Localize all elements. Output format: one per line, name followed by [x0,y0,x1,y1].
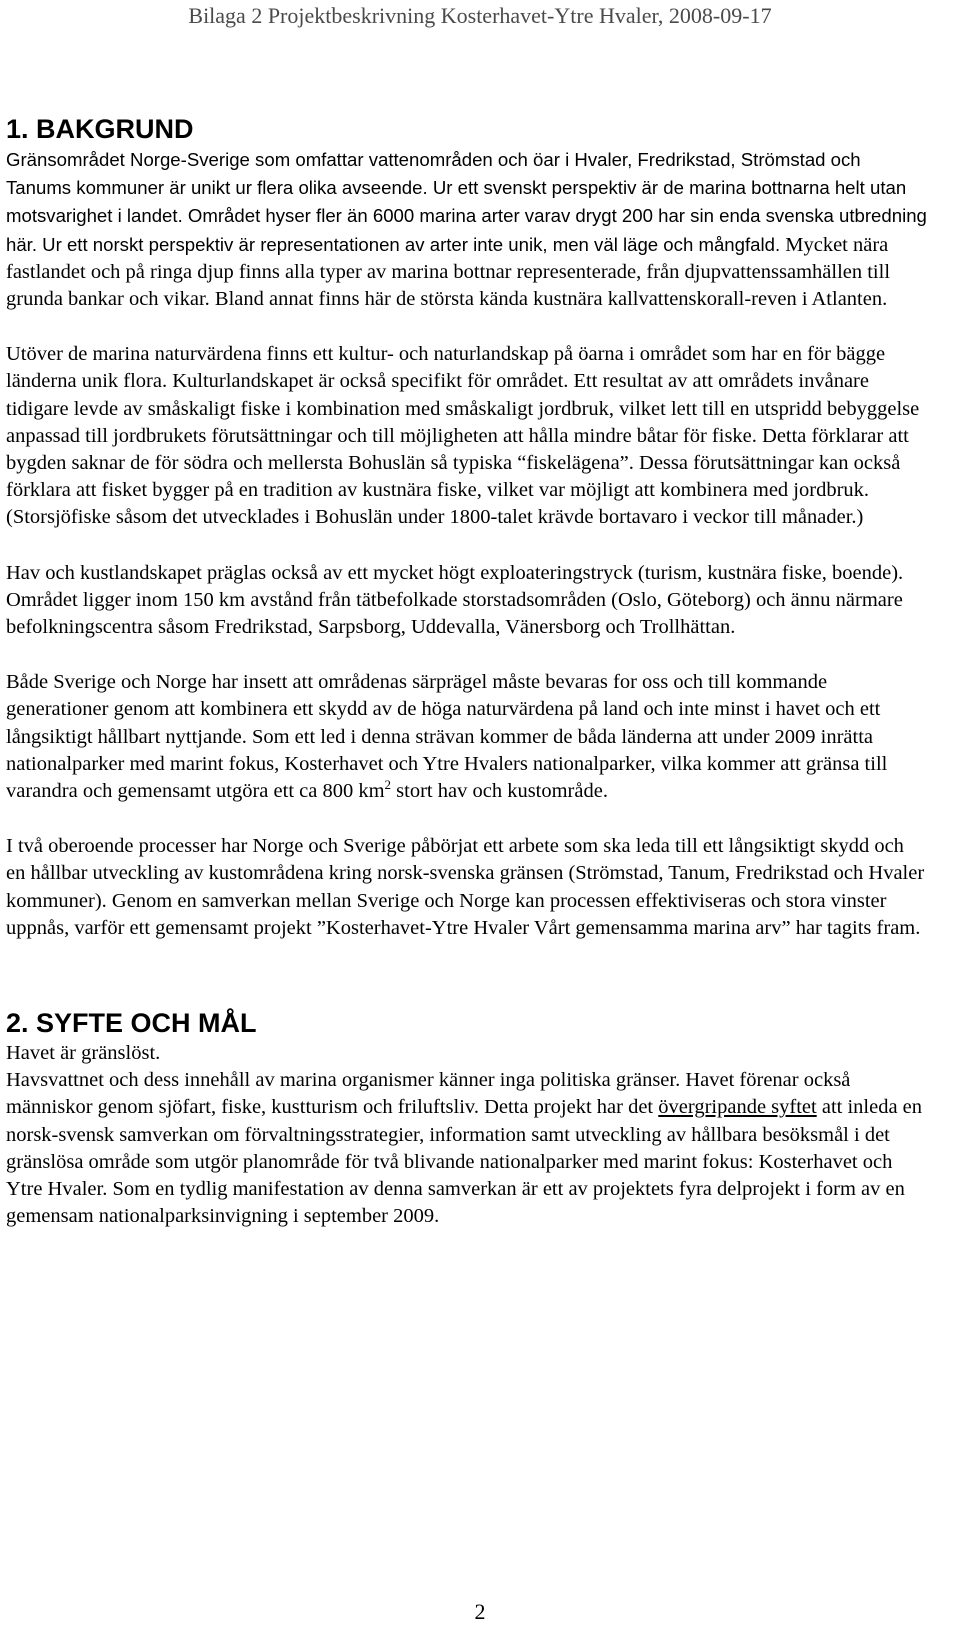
national-parks-text-end: stort hav och kustområde. [391,780,608,803]
national-parks-text: Både Sverige och Norge har insett att områdenas särprägel måste bevaras for oss och till kommande generationer genom att kombinera ett skydd av de höga naturvärdena på land och inte minst i havet och ett långsiktigt hållbart nyttjande. Som ett led i denna strävan kommer de båda länderna att under 2009 inrätta nationalparker med marint fokus, Kosterhavet och Ytre Hvalers nationalparker, vilka kommer att gränsa till varandra och gemensamt utgöra ett ca 800 km [6,671,888,803]
section-heading-syfte: 2. SYFTE OCH MÅL [6,1008,257,1039]
paragraph-intro [6,146,928,313]
running-header: Bilaga 2 Projektbeskrivning Kosterhavet-Ytre Hvaler, 2008-09-17 [188,3,772,28]
paragraph-gap [6,805,928,833]
superscript-2: 2 [384,777,392,793]
syfte-underlined: övergripande syftet [658,1096,817,1119]
paragraph-gap [6,313,928,341]
document-body [6,112,928,1231]
paragraph-national-parks [6,669,928,805]
paragraph-exploitation: Hav och kustlandskapet präglas också av ett mycket högt exploateringstryck (turism, kustnära fiske, boende). Området ligger inom 150 km avstånd från tätbefolkade storstadsområden (Oslo, Göteborg) och ännu närmare befolkningscentra såsom Fredrikstad, Sarpsborg, Uddevalla, Vänersborg och Trollhättan. [6,561,904,639]
paragraph-culture: Utöver de marina naturvärdena finns ett kultur- och naturlandskap på öarna i området som har en för bägge länderna unik flora. Kulturlandskapet är också specifikt för området. Ett resultat av att områdets invånare tidigare levde av småskaligt fiske i kombination med småskaligt jordbruk, vilket lett till en utspridd bebyggelse anpassad till jordbrukets förutsättningar och till möjligheten att hålla mindre båtar för fiske. Detta förklarar att bygden saknar de för södra och mellersta Bohuslän så typiska “fiskelägena”. Dessa förutsättningar kan också förklara att fisket bygger på en tradition av kustnära fiske, vilket var möjligt att kombinera med jordbruk. (Storsjöfiske såsom det utvecklades i Bohuslän under 1800-talet krävde bortavaro i veckor till månader.) [6,343,920,529]
section-gap [6,942,928,1006]
paragraph-intro-sans: Gränsområdet Norge-Sverige som omfattar vattenområden och öar i Hvaler, Fredrikstad, Strömstad och Tanums kommuner är unikt ur flera olika avseende. Ur ett svenskt perspektiv är de marina bottnarna helt utan motsvarighet i landet. Området hyser fler än 6000 marina arter varav drygt 200 har sin enda svenska utbredning här. Ur ett norskt perspektiv är representationen av arter inte unik, men väl läge och mångfald. [6,149,927,255]
paragraph-gap [6,532,928,560]
paragraph-intro-serif: Mycket nära fastlandet och på ringa djup finns alla typer av marina bottnar representerade, från djupvattenssamhällen till grunda bankar och vikar. Bland annat finns här de största kända kustnära kallvattenskorall-reven i Atlanten. [6,233,891,311]
page-number: 2 [474,1599,486,1624]
paragraph-havet-ar-granslost: Havet är gränslöst. [6,1042,161,1065]
syfte-text-b: att inleda en norsk-svensk samverkan om förvaltningsstrategier, information samt utveckling av hållbara besöksmål i det gränslösa område som utgör planområde för två blivande nationalparker med marint fokus: Kosterhavet och Ytre Hvaler. Som en tydlig manifestation av denna samverkan är ett av projektets fyra delprojekt i form av en gemensam nationalparksinvigning i september 2009. [6,1096,923,1228]
paragraph-processes: I två oberoende processer har Norge och Sverige påbörjat ett arbete som ska leda till ett långsiktigt skydd och en hållbar utveckling av kustområdena kring norsk-svenska gränsen (Strömstad, Tanum, Fredrikstad och Hvaler kommuner). Genom en samverkan mellan Sverige och Norge kan processen effektiviseras och stora vinster uppnås, varför ett gemensamt projekt ”Kosterhavet-Ytre Hvaler Vårt gemensamma marina arv” har tagits fram. [6,835,925,939]
paragraph-syfte [6,1067,928,1230]
paragraph-gap [6,641,928,669]
syfte-text-a: Havsvattnet och dess innehåll av marina organismer känner inga politiska gränser. Havet förenar också människor genom sjöfart, fiske, kustturism och friluftsliv. Detta projekt har det [6,1069,851,1119]
section-heading-bakgrund: 1. BAKGRUND [6,114,194,144]
